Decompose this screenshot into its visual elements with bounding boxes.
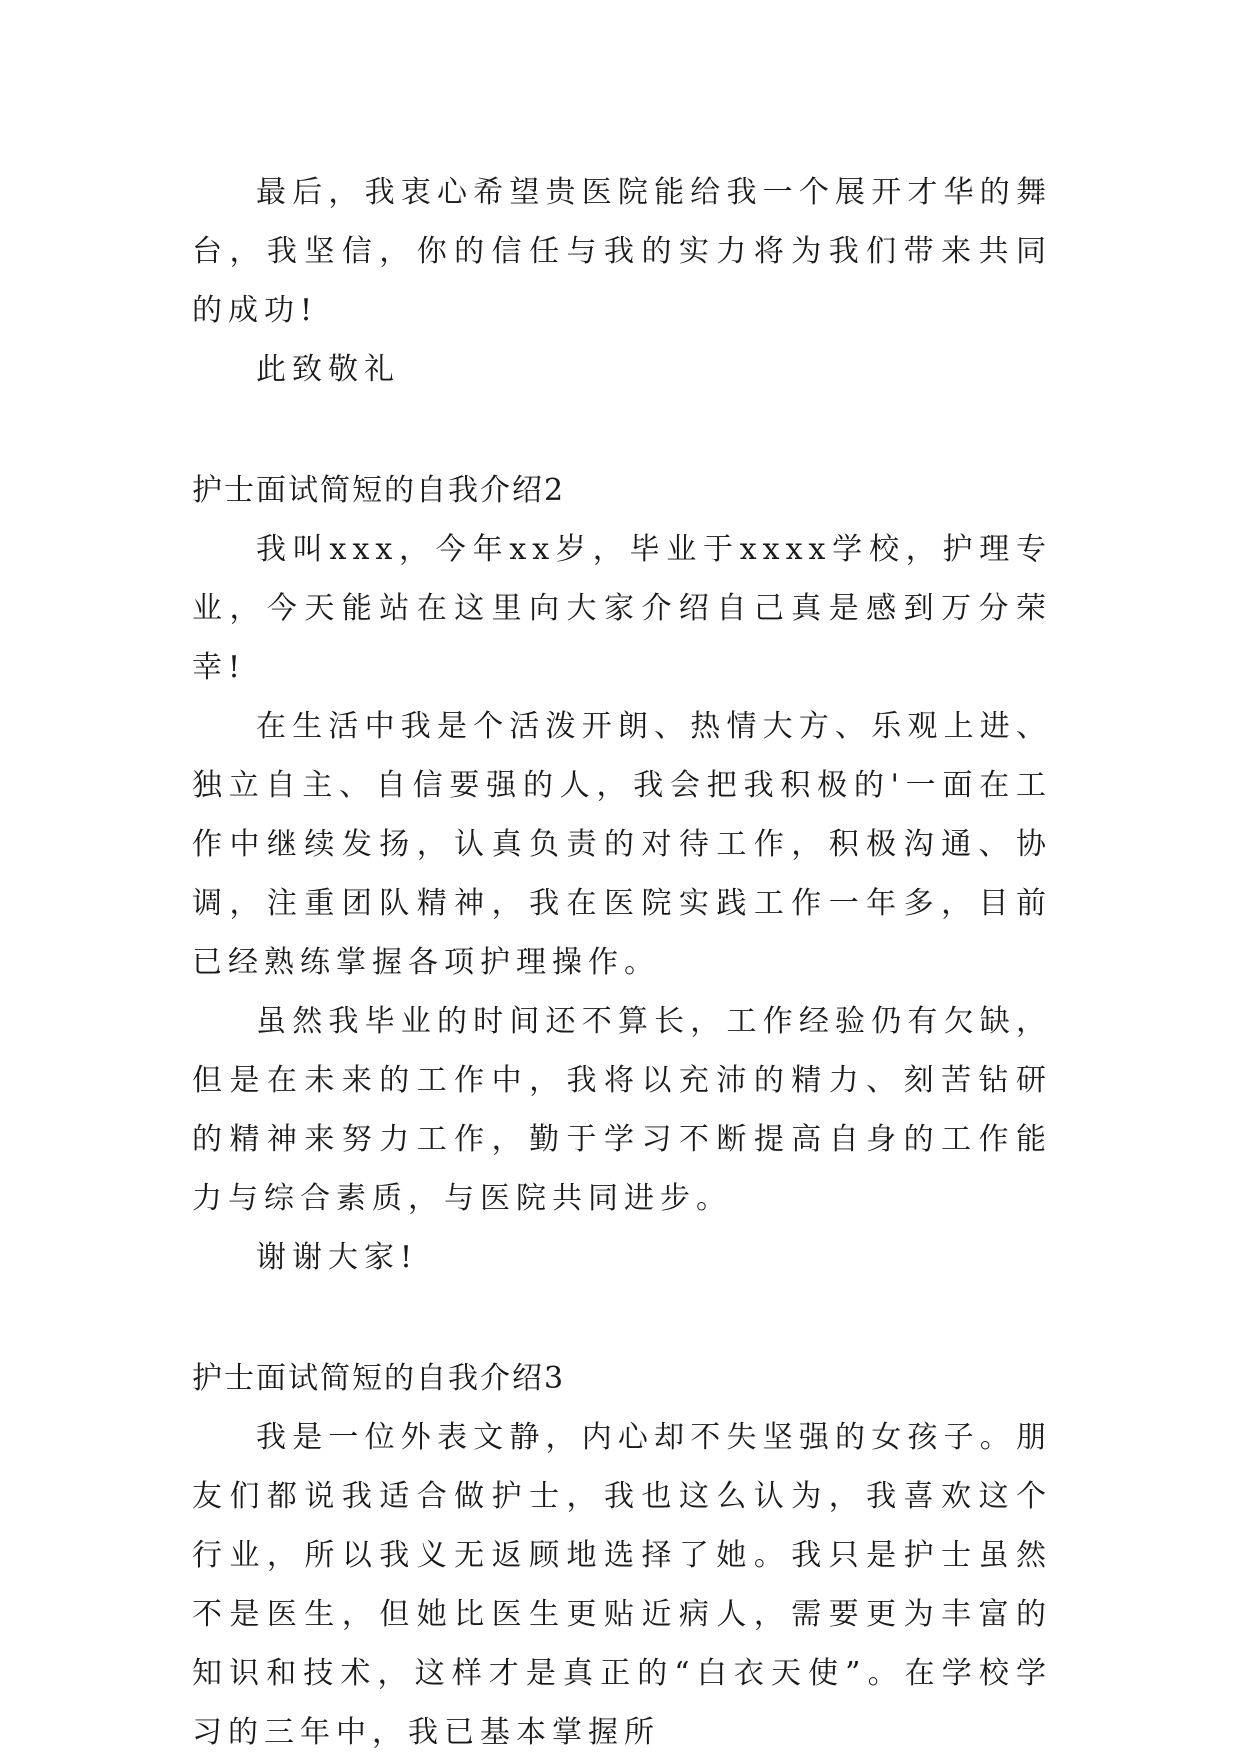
section-spacer xyxy=(192,399,1052,461)
section-heading: 护士面试简短的自我介绍3 xyxy=(192,1361,566,1396)
document-body xyxy=(192,163,1052,1762)
paragraph: 虽然我毕业的时间还不算长，工作经验仍有欠缺，但是在未来的工作中，我将以充沛的精力、刻苦钻研的精神来努力工作，勤于学习不断提高自身的工作能力与综合素质，与医院共同进步。 xyxy=(192,1004,1052,1216)
section-spacer xyxy=(192,1287,1052,1349)
closing-salutation: 此致敬礼 xyxy=(256,352,400,387)
paragraph: 最后，我衷心希望贵医院能给我一个展开才华的舞台，我坚信，你的信任与我的实力将为我们带来共同的成功! xyxy=(192,175,1052,328)
paragraph: 我是一位外表文静，内心却不失坚强的女孩子。朋友们都说我适合做护士，我也这么认为，我喜欢这个行业，所以我义无返顾地选择了她。我只是护士虽然不是医生，但她比医生更贴近病人，需要更为丰富的知识和技术，这样才是真正的“白衣天使”。在学校学习的三年中，我已基本掌握所 xyxy=(192,1420,1052,1750)
closing-thanks: 谢谢大家! xyxy=(256,1240,419,1275)
paragraph: 我叫xxx，今年xx岁，毕业于xxxx学校，护理专业，今天能站在这里向大家介绍自己真是感到万分荣幸! xyxy=(192,532,1052,685)
section-heading: 护士面试简短的自我介绍2 xyxy=(192,473,566,508)
paragraph: 在生活中我是个活泼开朗、热情大方、乐观上进、独立自主、自信要强的人，我会把我积极的'一面在工作中继续发扬，认真负责的对待工作，积极沟通、协调，注重团队精神，我在医院实践工作一年多，目前已经熟练掌握各项护理操作。 xyxy=(192,709,1052,980)
